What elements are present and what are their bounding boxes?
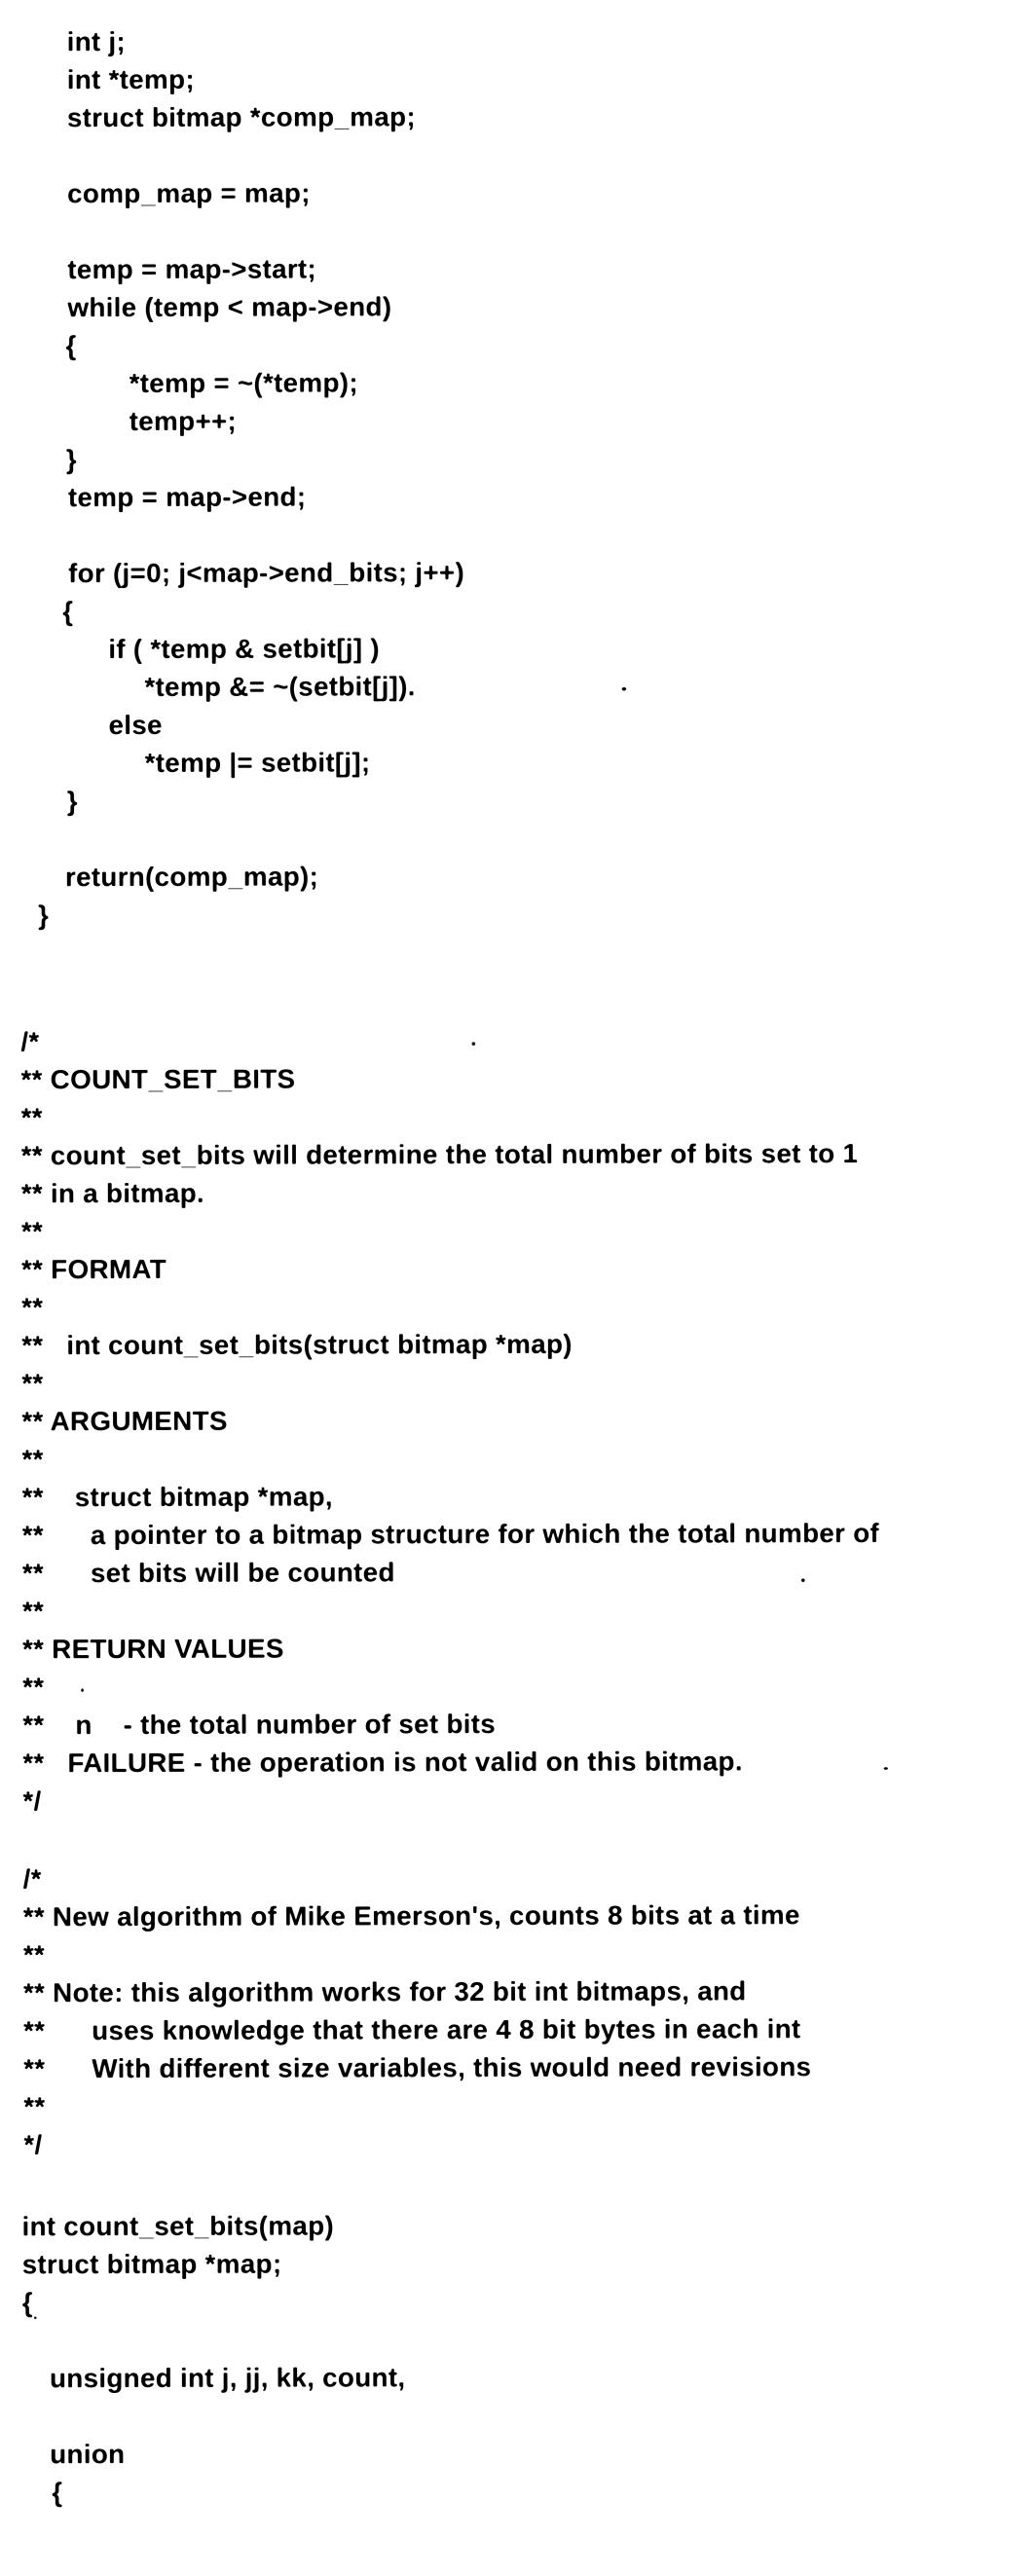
scan-speck [801, 1578, 805, 1582]
code-line: unsigned int j, jj, kk, count, [49, 2362, 406, 2394]
code-line: temp = map->end; [67, 481, 307, 513]
code-line: { [65, 330, 77, 361]
code-line: for (j=0; j<map->end_bits; j++) [68, 557, 464, 589]
code-line: ** a pointer to a bitmap structure for which the total number of [21, 1518, 880, 1551]
code-line: ** [20, 1216, 44, 1247]
code-line: ** FAILURE - the operation is not valid on this bitmap. [22, 1746, 743, 1779]
code-line [38, 819, 465, 858]
code-line: comp_map = map; [67, 177, 311, 209]
code-line: temp = map->start; [67, 253, 316, 285]
code-line: { [21, 2287, 33, 2318]
code-line [22, 2396, 405, 2435]
code-line: */ [23, 2129, 43, 2160]
code-line: } [65, 444, 77, 475]
code-line: ** int count_set_bits(struct bitmap *map) [21, 1328, 573, 1361]
code-line: ** [22, 1672, 45, 1703]
code-listing-complement-map [36, 21, 465, 934]
code-line: */ [22, 1785, 42, 1817]
code-line: ** [21, 1368, 44, 1399]
code-line: *temp &= ~(setbit[j]). [144, 671, 416, 703]
code-line: ** [21, 1596, 45, 1627]
code-line: *temp |= setbit[j]; [144, 747, 371, 779]
code-line [36, 211, 463, 250]
code-line: { [52, 2477, 63, 2508]
code-line: ** [20, 1102, 43, 1133]
code-line: *temp = ~(*temp); [129, 367, 358, 399]
scan-noise-layer [0, 0, 1033, 1]
code-line: ** Note: this algorithm works for 32 bit int bitmaps, and [22, 1975, 747, 2008]
code-line: ** [21, 1292, 44, 1323]
scan-speck [34, 2316, 37, 2319]
code-line [37, 515, 464, 554]
code-line: ** New algorithm of Mike Emerson's, counts 8 bits at a time [22, 1899, 800, 1932]
code-line [22, 2320, 405, 2359]
code-line: ** uses knowledge that there are 4 8 bit bytes in each int [22, 2013, 801, 2046]
code-line: ** in a bitmap. [20, 1177, 204, 1209]
code-line: return(comp_map); [64, 861, 319, 893]
code-line: int j; [66, 26, 126, 57]
scan-speck [471, 1042, 475, 1046]
code-line: ** set bits will be counted [21, 1557, 395, 1589]
code-line: /* [22, 1863, 42, 1895]
code-line: ** count_set_bits will determine the total number of bits set to 1 [20, 1138, 859, 1171]
code-line: if ( *temp & setbit[j] ) [108, 633, 380, 665]
code-line: ** [21, 1444, 44, 1475]
comment-block-count-set-bits [20, 1020, 879, 1820]
code-line: ** ARGUMENTS [21, 1405, 228, 1437]
code-line: ** RETURN VALUES [21, 1633, 284, 1665]
code-line: int count_set_bits(map) [21, 2210, 334, 2242]
code-line: struct bitmap *map; [21, 2248, 282, 2280]
code-line: ** [22, 1939, 46, 1970]
code-line: /* [20, 1026, 40, 1057]
scan-speck [81, 1688, 84, 1692]
code-line: int *temp; [66, 63, 195, 95]
comment-block-algorithm-note [23, 1858, 812, 2163]
scan-speck [883, 1767, 888, 1770]
code-line: } [66, 786, 78, 817]
code-line: ** With different size variables, this would need revisions [23, 2051, 812, 2084]
code-line: struct bitmap *comp_map; [66, 101, 416, 133]
code-line: ** n - the total number of set bits [22, 1709, 497, 1741]
code-line: temp++; [129, 405, 238, 437]
code-line [36, 135, 463, 174]
code-line: } [37, 900, 50, 931]
code-line: ** [23, 2091, 46, 2122]
code-line: while (temp < map->end) [67, 291, 392, 323]
code-line: ** struct bitmap *map, [21, 1481, 333, 1513]
scan-speck [621, 687, 626, 691]
code-line: else [108, 709, 163, 741]
code-line: { [62, 596, 74, 627]
code-line: ** FORMAT [20, 1253, 167, 1285]
code-line: union [50, 2439, 126, 2470]
code-listing-count-set-bits [21, 2206, 405, 2511]
code-line: ** COUNT_SET_BITS [20, 1063, 296, 1095]
